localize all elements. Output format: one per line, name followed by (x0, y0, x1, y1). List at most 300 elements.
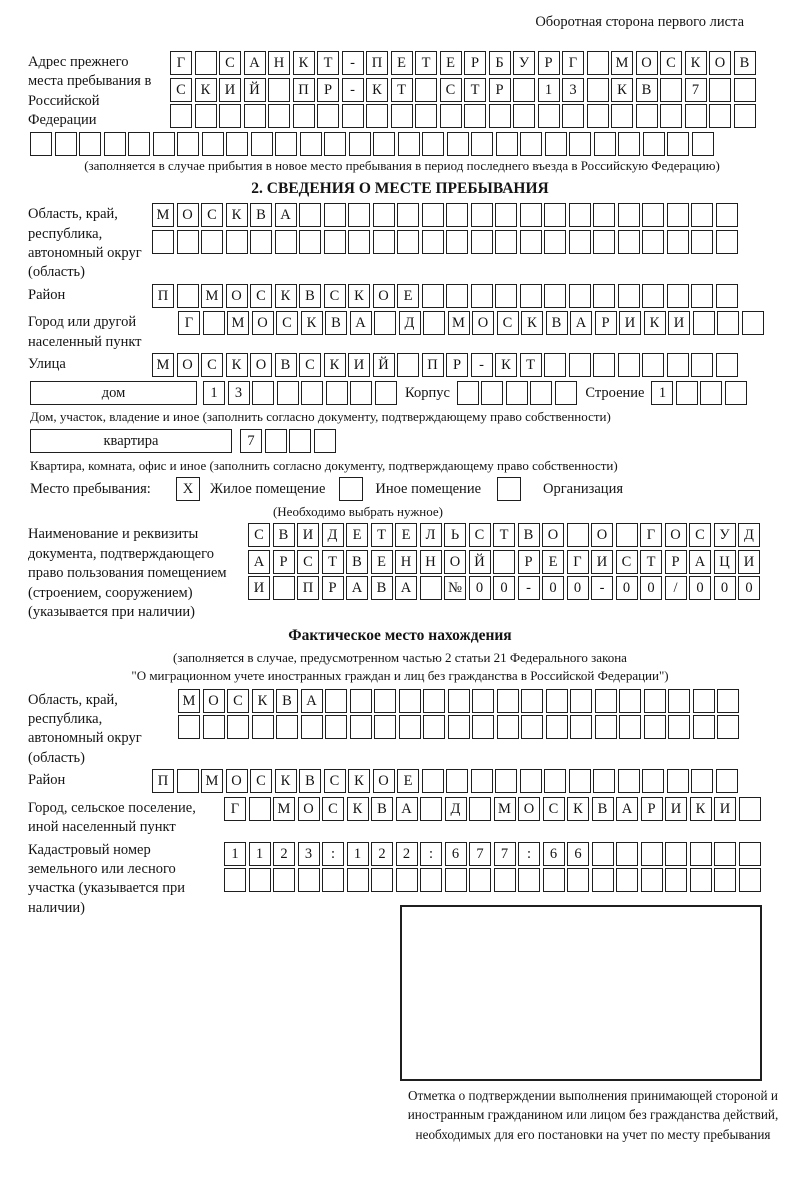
form-cell[interactable]: Р (538, 51, 560, 75)
form-cell[interactable]: 7 (240, 429, 262, 453)
form-cell[interactable]: 3 (562, 78, 584, 102)
form-cell[interactable] (734, 78, 756, 102)
form-cell[interactable]: В (371, 576, 393, 600)
form-cell[interactable] (520, 230, 542, 254)
form-cell[interactable]: П (293, 78, 315, 102)
form-cell[interactable] (447, 132, 469, 156)
form-cell[interactable] (742, 311, 764, 335)
form-cell[interactable] (446, 230, 468, 254)
form-cell[interactable] (348, 230, 370, 254)
form-cell[interactable] (494, 868, 516, 892)
form-cell[interactable] (251, 132, 273, 156)
form-cell[interactable]: О (665, 523, 687, 547)
form-cell[interactable] (423, 311, 445, 335)
form-cell[interactable]: С (250, 284, 272, 308)
form-cell[interactable] (469, 868, 491, 892)
form-cell[interactable] (593, 353, 615, 377)
form-cell[interactable] (422, 769, 444, 793)
form-cell[interactable] (30, 132, 52, 156)
form-cell[interactable] (513, 78, 535, 102)
form-cell[interactable]: Р (641, 797, 663, 821)
form-cell[interactable] (716, 353, 738, 377)
form-cell[interactable]: Т (371, 523, 393, 547)
form-cell[interactable] (594, 132, 616, 156)
form-cell[interactable] (521, 689, 543, 713)
form-cell[interactable] (665, 868, 687, 892)
form-cell[interactable]: А (616, 797, 638, 821)
form-cell[interactable] (178, 715, 200, 739)
form-cell[interactable] (611, 104, 633, 128)
form-cell[interactable] (562, 104, 584, 128)
form-cell[interactable] (265, 429, 287, 453)
form-cell[interactable] (446, 284, 468, 308)
form-cell[interactable]: Й (373, 353, 395, 377)
form-cell[interactable]: Т (640, 550, 662, 574)
form-cell[interactable]: К (348, 769, 370, 793)
form-cell[interactable]: 0 (469, 576, 491, 600)
form-cell[interactable] (660, 104, 682, 128)
form-cell[interactable]: Д (445, 797, 467, 821)
form-cell[interactable] (415, 104, 437, 128)
form-cell[interactable] (374, 689, 396, 713)
form-cell[interactable] (448, 715, 470, 739)
form-cell[interactable]: В (275, 353, 297, 377)
form-cell[interactable]: О (542, 523, 564, 547)
form-cell[interactable] (618, 284, 640, 308)
form-cell[interactable] (667, 132, 689, 156)
form-cell[interactable]: О (636, 51, 658, 75)
form-cell[interactable]: С (201, 353, 223, 377)
form-cell[interactable] (314, 429, 336, 453)
form-cell[interactable]: Й (244, 78, 266, 102)
form-cell[interactable]: Р (518, 550, 540, 574)
form-cell[interactable]: Е (440, 51, 462, 75)
form-cell[interactable]: Т (464, 78, 486, 102)
form-cell[interactable] (668, 715, 690, 739)
form-cell[interactable]: 0 (567, 576, 589, 600)
form-cell[interactable]: О (250, 353, 272, 377)
form-cell[interactable] (201, 230, 223, 254)
form-cell[interactable] (642, 284, 664, 308)
form-cell[interactable]: М (227, 311, 249, 335)
form-cell[interactable]: 1 (249, 842, 271, 866)
form-cell[interactable]: К (690, 797, 712, 821)
form-cell[interactable] (569, 203, 591, 227)
form-cell[interactable]: С (219, 51, 241, 75)
form-cell[interactable]: О (298, 797, 320, 821)
form-cell[interactable] (224, 868, 246, 892)
form-cell[interactable] (520, 203, 542, 227)
form-cell[interactable]: Г (567, 550, 589, 574)
form-cell[interactable] (618, 132, 640, 156)
form-cell[interactable] (349, 132, 371, 156)
form-cell[interactable]: О (518, 797, 540, 821)
form-cell[interactable] (521, 715, 543, 739)
form-cell[interactable] (471, 203, 493, 227)
form-cell[interactable] (495, 203, 517, 227)
form-cell[interactable] (709, 78, 731, 102)
form-cell[interactable] (520, 284, 542, 308)
form-cell[interactable]: Н (395, 550, 417, 574)
form-cell[interactable]: 7 (685, 78, 707, 102)
form-cell[interactable]: Г (224, 797, 246, 821)
form-cell[interactable]: С (543, 797, 565, 821)
form-cell[interactable]: К (195, 78, 217, 102)
form-cell[interactable] (546, 715, 568, 739)
form-cell[interactable]: С (324, 769, 346, 793)
form-cell[interactable]: С (248, 523, 270, 547)
form-cell[interactable]: Р (489, 78, 511, 102)
form-cell[interactable] (691, 203, 713, 227)
form-cell[interactable] (177, 769, 199, 793)
form-cell[interactable]: 1 (224, 842, 246, 866)
form-cell[interactable] (569, 132, 591, 156)
form-cell[interactable] (593, 769, 615, 793)
form-cell[interactable] (252, 381, 274, 405)
form-cell[interactable]: Т (322, 550, 344, 574)
form-cell[interactable]: К (293, 51, 315, 75)
form-cell[interactable] (667, 769, 689, 793)
form-cell[interactable] (691, 230, 713, 254)
form-cell[interactable] (273, 868, 295, 892)
form-cell[interactable] (79, 132, 101, 156)
form-cell[interactable]: А (301, 689, 323, 713)
form-cell[interactable]: М (494, 797, 516, 821)
form-cell[interactable]: С (250, 769, 272, 793)
form-cell[interactable]: Р (665, 550, 687, 574)
form-cell[interactable]: О (444, 550, 466, 574)
form-cell[interactable]: 1 (538, 78, 560, 102)
form-cell[interactable] (177, 132, 199, 156)
form-cell[interactable] (399, 715, 421, 739)
form-cell[interactable] (422, 284, 444, 308)
form-cell[interactable]: В (371, 797, 393, 821)
form-cell[interactable]: Г (562, 51, 584, 75)
form-cell[interactable]: Н (268, 51, 290, 75)
form-cell[interactable]: П (152, 284, 174, 308)
form-cell[interactable]: М (201, 769, 223, 793)
confirmation-stamp-box[interactable] (400, 905, 762, 1081)
form-cell[interactable] (446, 203, 468, 227)
form-cell[interactable] (725, 381, 747, 405)
form-cell[interactable] (716, 203, 738, 227)
form-cell[interactable]: К (685, 51, 707, 75)
form-cell[interactable]: С (689, 523, 711, 547)
form-cell[interactable]: О (252, 311, 274, 335)
form-cell[interactable] (714, 842, 736, 866)
form-cell[interactable] (350, 381, 372, 405)
form-cell[interactable] (544, 230, 566, 254)
form-cell[interactable]: П (297, 576, 319, 600)
form-cell[interactable]: - (518, 576, 540, 600)
form-cell[interactable] (422, 203, 444, 227)
form-cell[interactable] (643, 132, 665, 156)
form-cell[interactable]: О (472, 311, 494, 335)
form-cell[interactable] (252, 715, 274, 739)
form-cell[interactable]: С (660, 51, 682, 75)
form-cell[interactable] (366, 104, 388, 128)
form-cell[interactable]: А (275, 203, 297, 227)
form-cell[interactable] (497, 715, 519, 739)
form-cell[interactable] (219, 104, 241, 128)
form-cell[interactable]: Б (489, 51, 511, 75)
form-cell[interactable]: П (422, 353, 444, 377)
form-cell[interactable]: М (611, 51, 633, 75)
form-cell[interactable]: 0 (714, 576, 736, 600)
form-cell[interactable]: О (203, 689, 225, 713)
form-cell[interactable]: 1 (203, 381, 225, 405)
form-cell[interactable] (496, 132, 518, 156)
house-type-box[interactable]: дом (30, 381, 197, 405)
form-cell[interactable] (170, 104, 192, 128)
form-cell[interactable]: : (518, 842, 540, 866)
form-cell[interactable]: В (276, 689, 298, 713)
form-cell[interactable] (644, 689, 666, 713)
form-cell[interactable] (420, 576, 442, 600)
form-cell[interactable] (481, 381, 503, 405)
form-cell[interactable] (375, 381, 397, 405)
form-cell[interactable] (342, 104, 364, 128)
form-cell[interactable]: / (665, 576, 687, 600)
form-cell[interactable] (226, 132, 248, 156)
form-cell[interactable] (739, 842, 761, 866)
form-cell[interactable] (397, 353, 419, 377)
form-cell[interactable] (471, 769, 493, 793)
form-cell[interactable] (545, 132, 567, 156)
form-cell[interactable] (324, 203, 346, 227)
form-cell[interactable] (667, 230, 689, 254)
form-cell[interactable] (275, 230, 297, 254)
form-cell[interactable] (289, 429, 311, 453)
form-cell[interactable] (277, 381, 299, 405)
form-cell[interactable]: И (665, 797, 687, 821)
form-cell[interactable] (464, 104, 486, 128)
form-cell[interactable]: Е (346, 523, 368, 547)
form-cell[interactable] (616, 523, 638, 547)
form-cell[interactable] (177, 230, 199, 254)
form-cell[interactable]: К (611, 78, 633, 102)
form-cell[interactable]: А (395, 576, 417, 600)
form-cell[interactable]: С (324, 284, 346, 308)
form-cell[interactable] (693, 715, 715, 739)
form-cell[interactable] (570, 689, 592, 713)
form-cell[interactable] (397, 203, 419, 227)
form-cell[interactable]: С (440, 78, 462, 102)
form-cell[interactable] (642, 230, 664, 254)
form-cell[interactable]: М (201, 284, 223, 308)
form-cell[interactable]: К (521, 311, 543, 335)
form-cell[interactable] (618, 353, 640, 377)
form-cell[interactable] (371, 868, 393, 892)
form-cell[interactable]: К (301, 311, 323, 335)
form-cell[interactable]: С (616, 550, 638, 574)
form-cell[interactable] (567, 868, 589, 892)
form-cell[interactable] (642, 203, 664, 227)
form-cell[interactable]: Е (397, 769, 419, 793)
form-cell[interactable] (495, 769, 517, 793)
form-cell[interactable] (493, 550, 515, 574)
form-cell[interactable] (587, 78, 609, 102)
form-cell[interactable] (619, 689, 641, 713)
form-cell[interactable]: С (297, 550, 319, 574)
form-cell[interactable] (422, 132, 444, 156)
form-cell[interactable] (324, 230, 346, 254)
form-cell[interactable]: Д (322, 523, 344, 547)
form-cell[interactable] (739, 797, 761, 821)
form-cell[interactable]: Г (170, 51, 192, 75)
form-cell[interactable] (668, 689, 690, 713)
form-cell[interactable]: К (324, 353, 346, 377)
form-cell[interactable] (693, 689, 715, 713)
form-cell[interactable]: И (714, 797, 736, 821)
form-cell[interactable] (642, 353, 664, 377)
form-cell[interactable] (195, 104, 217, 128)
form-cell[interactable]: С (469, 523, 491, 547)
form-cell[interactable]: В (273, 523, 295, 547)
form-cell[interactable] (298, 868, 320, 892)
form-cell[interactable] (644, 715, 666, 739)
checkbox-organization[interactable] (497, 477, 521, 501)
form-cell[interactable] (530, 381, 552, 405)
apartment-type-box[interactable]: квартира (30, 429, 232, 453)
form-cell[interactable] (299, 230, 321, 254)
form-cell[interactable] (667, 353, 689, 377)
form-cell[interactable] (423, 715, 445, 739)
form-cell[interactable] (716, 769, 738, 793)
form-cell[interactable]: С (201, 203, 223, 227)
form-cell[interactable]: У (714, 523, 736, 547)
form-cell[interactable] (203, 715, 225, 739)
form-cell[interactable]: В (299, 284, 321, 308)
form-cell[interactable]: - (342, 51, 364, 75)
form-cell[interactable]: 6 (567, 842, 589, 866)
form-cell[interactable] (299, 203, 321, 227)
form-cell[interactable]: И (668, 311, 690, 335)
form-cell[interactable] (619, 715, 641, 739)
form-cell[interactable]: В (734, 51, 756, 75)
form-cell[interactable] (293, 104, 315, 128)
form-cell[interactable] (691, 769, 713, 793)
form-cell[interactable]: К (567, 797, 589, 821)
form-cell[interactable]: К (495, 353, 517, 377)
form-cell[interactable]: В (250, 203, 272, 227)
form-cell[interactable]: В (299, 769, 321, 793)
form-cell[interactable]: М (448, 311, 470, 335)
form-cell[interactable] (325, 715, 347, 739)
form-cell[interactable]: 7 (469, 842, 491, 866)
form-cell[interactable] (495, 284, 517, 308)
form-cell[interactable]: 3 (228, 381, 250, 405)
form-cell[interactable]: А (350, 311, 372, 335)
form-cell[interactable] (348, 203, 370, 227)
form-cell[interactable]: П (152, 769, 174, 793)
form-cell[interactable]: К (252, 689, 274, 713)
form-cell[interactable] (690, 868, 712, 892)
form-cell[interactable]: С (299, 353, 321, 377)
form-cell[interactable]: И (738, 550, 760, 574)
form-cell[interactable] (373, 230, 395, 254)
form-cell[interactable]: 6 (543, 842, 565, 866)
form-cell[interactable]: О (373, 769, 395, 793)
form-cell[interactable]: Р (595, 311, 617, 335)
form-cell[interactable]: С (170, 78, 192, 102)
form-cell[interactable]: Е (395, 523, 417, 547)
form-cell[interactable] (538, 104, 560, 128)
form-cell[interactable]: И (619, 311, 641, 335)
form-cell[interactable] (513, 104, 535, 128)
form-cell[interactable]: О (373, 284, 395, 308)
form-cell[interactable] (420, 868, 442, 892)
form-cell[interactable] (709, 104, 731, 128)
form-cell[interactable] (567, 523, 589, 547)
form-cell[interactable] (227, 715, 249, 739)
form-cell[interactable] (691, 284, 713, 308)
form-cell[interactable]: А (244, 51, 266, 75)
form-cell[interactable] (676, 381, 698, 405)
form-cell[interactable]: В (592, 797, 614, 821)
form-cell[interactable]: С (276, 311, 298, 335)
form-cell[interactable] (374, 311, 396, 335)
form-cell[interactable] (55, 132, 77, 156)
form-cell[interactable]: И (297, 523, 319, 547)
form-cell[interactable]: И (248, 576, 270, 600)
form-cell[interactable] (268, 104, 290, 128)
form-cell[interactable] (685, 104, 707, 128)
form-cell[interactable]: 0 (493, 576, 515, 600)
form-cell[interactable] (325, 689, 347, 713)
form-cell[interactable] (667, 284, 689, 308)
form-cell[interactable] (641, 842, 663, 866)
form-cell[interactable] (520, 132, 542, 156)
form-cell[interactable] (570, 715, 592, 739)
form-cell[interactable]: М (152, 353, 174, 377)
form-cell[interactable] (569, 769, 591, 793)
form-cell[interactable] (716, 284, 738, 308)
form-cell[interactable] (543, 868, 565, 892)
form-cell[interactable] (423, 689, 445, 713)
form-cell[interactable]: Д (399, 311, 421, 335)
form-cell[interactable] (276, 715, 298, 739)
form-cell[interactable]: Г (640, 523, 662, 547)
form-cell[interactable]: 1 (347, 842, 369, 866)
form-cell[interactable] (202, 132, 224, 156)
form-cell[interactable]: К (226, 203, 248, 227)
form-cell[interactable]: Ь (444, 523, 466, 547)
form-cell[interactable]: В (636, 78, 658, 102)
form-cell[interactable]: 6 (445, 842, 467, 866)
form-cell[interactable] (593, 284, 615, 308)
form-cell[interactable]: Р (322, 576, 344, 600)
form-cell[interactable]: О (226, 284, 248, 308)
form-cell[interactable]: Т (317, 51, 339, 75)
form-cell[interactable] (717, 715, 739, 739)
form-cell[interactable]: И (348, 353, 370, 377)
form-cell[interactable] (446, 769, 468, 793)
form-cell[interactable] (128, 132, 150, 156)
form-cell[interactable] (569, 353, 591, 377)
form-cell[interactable] (595, 689, 617, 713)
form-cell[interactable] (497, 689, 519, 713)
form-cell[interactable] (317, 104, 339, 128)
form-cell[interactable] (692, 132, 714, 156)
form-cell[interactable] (660, 78, 682, 102)
form-cell[interactable] (569, 230, 591, 254)
form-cell[interactable] (471, 132, 493, 156)
form-cell[interactable] (350, 715, 372, 739)
form-cell[interactable] (506, 381, 528, 405)
form-cell[interactable]: С (497, 311, 519, 335)
form-cell[interactable]: А (396, 797, 418, 821)
